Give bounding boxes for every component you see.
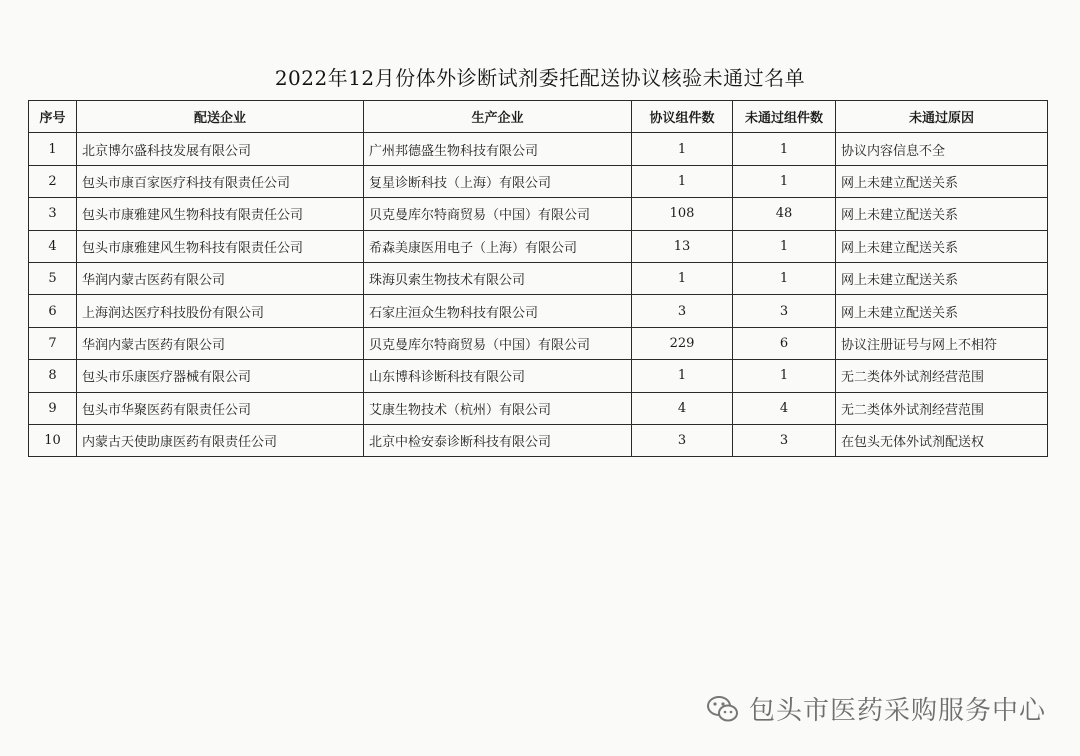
row-index: 5 (29, 262, 77, 294)
header-distributor: 配送企业 (77, 101, 364, 133)
manufacturer-name: 广州邦德盛生物科技有限公司 (364, 133, 632, 165)
header-failed-count: 未通过组件数 (733, 101, 836, 133)
distributor-name: 包头市康百家医疗科技有限责任公司 (77, 165, 364, 197)
failed-verification-table (28, 100, 1048, 457)
watermark (705, 690, 1046, 727)
agreement-count: 1 (632, 133, 733, 165)
failure-reason: 在包头无体外试剂配送权 (836, 424, 1048, 456)
agreement-count: 4 (632, 392, 733, 424)
manufacturer-name: 珠海贝索生物技术有限公司 (364, 262, 632, 294)
agreement-count: 3 (632, 295, 733, 327)
agreement-count: 1 (632, 165, 733, 197)
distributor-name: 包头市康雅建风生物科技有限责任公司 (77, 230, 364, 262)
manufacturer-name: 复星诊断科技（上海）有限公司 (364, 165, 632, 197)
watermark-text: 包头市医药采购服务中心 (748, 696, 1046, 726)
failed-count: 6 (733, 327, 836, 359)
table-row (29, 133, 1048, 165)
distributor-name: 包头市康雅建风生物科技有限责任公司 (77, 198, 364, 230)
agreement-count: 1 (632, 262, 733, 294)
distributor-name: 包头市乐康医疗器械有限公司 (77, 360, 364, 392)
row-index: 1 (29, 133, 77, 165)
distributor-name: 华润内蒙古医药有限公司 (77, 262, 364, 294)
row-index: 4 (29, 230, 77, 262)
distributor-name: 华润内蒙古医药有限公司 (77, 327, 364, 359)
distributor-name: 上海润达医疗科技股份有限公司 (77, 295, 364, 327)
failure-reason: 网上未建立配送关系 (836, 198, 1048, 230)
header-manufacturer: 生产企业 (364, 101, 632, 133)
agreement-count: 13 (632, 230, 733, 262)
failed-count: 1 (733, 262, 836, 294)
wechat-icon (705, 694, 741, 724)
table-row (29, 295, 1048, 327)
failed-count: 1 (733, 360, 836, 392)
header-failure-reason: 未通过原因 (836, 101, 1048, 133)
failed-count: 48 (733, 198, 836, 230)
failure-reason: 协议内容信息不全 (836, 133, 1048, 165)
failure-reason: 网上未建立配送关系 (836, 165, 1048, 197)
failed-count: 1 (733, 165, 836, 197)
row-index: 2 (29, 165, 77, 197)
manufacturer-name: 贝克曼库尔特商贸易（中国）有限公司 (364, 327, 632, 359)
row-index: 7 (29, 327, 77, 359)
failure-reason: 网上未建立配送关系 (836, 262, 1048, 294)
page-title: 2022年12月份体外诊断试剂委托配送协议核验未通过名单 (274, 66, 806, 90)
manufacturer-name: 艾康生物技术（杭州）有限公司 (364, 392, 632, 424)
failure-reason: 网上未建立配送关系 (836, 295, 1048, 327)
table-row (29, 262, 1048, 294)
row-index: 10 (29, 424, 77, 456)
agreement-count: 1 (632, 360, 733, 392)
table-row (29, 424, 1048, 456)
agreement-count: 108 (632, 198, 733, 230)
table-row (29, 230, 1048, 262)
table-row (29, 360, 1048, 392)
manufacturer-name: 北京中检安泰诊断科技有限公司 (364, 424, 632, 456)
row-index: 9 (29, 392, 77, 424)
distributor-name: 内蒙古天使助康医药有限责任公司 (77, 424, 364, 456)
row-index: 8 (29, 360, 77, 392)
manufacturer-name: 山东博科诊断科技有限公司 (364, 360, 632, 392)
header-agreement-count: 协议组件数 (632, 101, 733, 133)
failed-count: 1 (733, 230, 836, 262)
table-row (29, 198, 1048, 230)
manufacturer-name: 希森美康医用电子（上海）有限公司 (364, 230, 632, 262)
row-index: 6 (29, 295, 77, 327)
failed-count: 3 (733, 295, 836, 327)
manufacturer-name: 贝克曼库尔特商贸易（中国）有限公司 (364, 198, 632, 230)
row-index: 3 (29, 198, 77, 230)
failed-count: 3 (733, 424, 836, 456)
distributor-name: 北京博尔盛科技发展有限公司 (77, 133, 364, 165)
failure-reason: 网上未建立配送关系 (836, 230, 1048, 262)
failure-reason: 无二类体外试剂经营范围 (836, 392, 1048, 424)
failure-reason: 无二类体外试剂经营范围 (836, 360, 1048, 392)
failure-reason: 协议注册证号与网上不相符 (836, 327, 1048, 359)
failed-count: 4 (733, 392, 836, 424)
header-index: 序号 (29, 101, 77, 133)
table-row (29, 392, 1048, 424)
manufacturer-name: 石家庄洹众生物科技有限公司 (364, 295, 632, 327)
table-row (29, 165, 1048, 197)
table-header-row (29, 101, 1048, 133)
table-row (29, 327, 1048, 359)
agreement-count: 3 (632, 424, 733, 456)
failed-count: 1 (733, 133, 836, 165)
distributor-name: 包头市华聚医药有限责任公司 (77, 392, 364, 424)
agreement-count: 229 (632, 327, 733, 359)
